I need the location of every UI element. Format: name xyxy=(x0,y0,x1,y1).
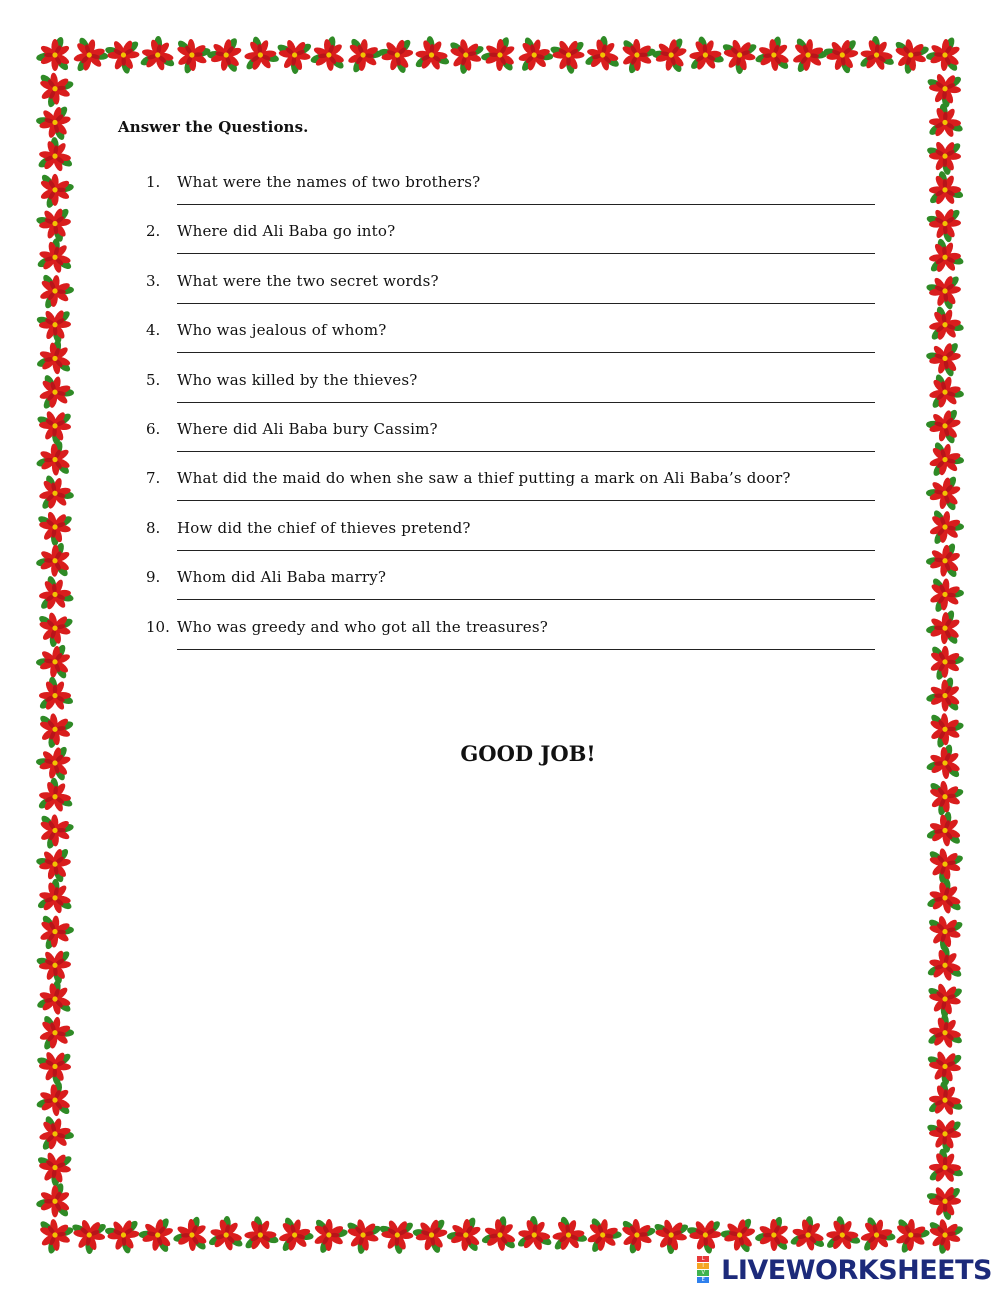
poinsettia-flower-icon xyxy=(373,30,418,76)
poinsettia-flower-icon xyxy=(922,467,972,517)
poinsettia-flower-icon xyxy=(714,28,764,78)
poinsettia-flower-icon xyxy=(790,36,830,77)
poinsettia-flower-icon xyxy=(28,469,78,519)
poinsettia-flower-icon xyxy=(478,1214,518,1255)
poinsettia-flower-icon xyxy=(28,908,78,957)
poinsettia-flower-icon xyxy=(35,1050,73,1086)
poinsettia-flower-icon xyxy=(752,30,799,77)
poinsettia-flower-icon xyxy=(582,32,626,75)
poinsettia-flower-icon xyxy=(922,402,965,446)
question-number: 9. xyxy=(146,568,161,587)
poinsettia-flower-icon xyxy=(442,1214,490,1261)
poinsettia-flower-icon xyxy=(36,36,71,72)
poinsettia-flower-icon xyxy=(685,1218,723,1255)
poinsettia-flower-icon xyxy=(621,37,657,75)
question-text: Where did Ali Baba go into? xyxy=(177,222,396,241)
question-text: Who was jealous of whom? xyxy=(177,321,387,340)
liveworksheets-blocks-icon: L I V E xyxy=(697,1256,719,1284)
question-number: 3. xyxy=(146,271,161,290)
poinsettia-flower-icon xyxy=(33,337,74,379)
poinsettia-flower-icon xyxy=(923,340,965,381)
poinsettia-flower-icon xyxy=(29,167,78,216)
poinsettia-flower-icon xyxy=(855,1212,898,1254)
poinsettia-flower-icon xyxy=(921,100,970,150)
poinsettia-flower-icon xyxy=(547,1213,593,1260)
question-item xyxy=(146,173,876,217)
poinsettia-flower-icon xyxy=(170,1210,218,1258)
question-item xyxy=(146,371,876,415)
question-item xyxy=(146,272,876,316)
poinsettia-flower-icon xyxy=(923,809,963,850)
question-number: 2. xyxy=(146,222,161,241)
poinsettia-flower-icon xyxy=(922,29,972,78)
poinsettia-flower-icon xyxy=(476,33,525,81)
poinsettia-flower-icon xyxy=(925,140,962,176)
question-item xyxy=(146,222,876,266)
poinsettia-flower-icon xyxy=(313,1218,349,1255)
poinsettia-flower-icon xyxy=(35,308,73,344)
poinsettia-flower-icon xyxy=(204,33,245,75)
question-number: 6. xyxy=(146,420,161,438)
poinsettia-flower-icon xyxy=(339,1214,384,1258)
poinsettia-flower-icon xyxy=(30,804,79,853)
question-text: What were the two secret words? xyxy=(177,271,439,290)
instructions-heading: Answer the Questions. xyxy=(118,118,309,136)
poinsettia-flower-icon xyxy=(920,198,968,246)
poinsettia-flower-icon xyxy=(751,1210,800,1258)
liveworksheets-wordmark: LIVEWORKSHEETS xyxy=(721,1254,992,1286)
question-item xyxy=(146,420,876,464)
poinsettia-flower-icon xyxy=(894,1217,931,1255)
question-text: What were the names of two brothers? xyxy=(177,173,481,191)
question-number: 5. xyxy=(146,370,161,389)
poinsettia-flower-icon xyxy=(921,540,968,586)
poinsettia-flower-icon xyxy=(34,1110,78,1153)
poinsettia-flower-icon xyxy=(919,837,969,887)
question-item xyxy=(146,469,876,513)
answer-line[interactable] xyxy=(177,499,875,501)
poinsettia-flower-icon xyxy=(918,571,968,621)
poinsettia-flower-icon xyxy=(507,30,557,81)
good-job-message: GOOD JOB! xyxy=(460,741,596,766)
poinsettia-flower-icon xyxy=(38,676,74,711)
poinsettia-flower-icon xyxy=(923,435,968,479)
poinsettia-flower-icon xyxy=(543,29,592,78)
poinsettia-flower-icon xyxy=(202,1212,252,1262)
poinsettia-flower-icon xyxy=(135,1212,176,1254)
poinsettia-flower-icon xyxy=(920,942,970,992)
question-text: How did the chief of thieves pretend? xyxy=(177,518,471,537)
poinsettia-flower-icon xyxy=(67,31,112,75)
answer-line[interactable] xyxy=(177,598,875,600)
poinsettia-flower-icon xyxy=(717,1212,759,1255)
poinsettia-flower-icon xyxy=(31,608,76,652)
poinsettia-flower-icon xyxy=(927,1079,966,1117)
question-text: Who was greedy and who got all the treasures? xyxy=(177,617,548,636)
poinsettia-flower-icon xyxy=(274,32,320,79)
poinsettia-flower-icon xyxy=(515,1214,555,1253)
poinsettia-flower-icon xyxy=(304,32,354,82)
poinsettia-flower-icon xyxy=(821,37,862,77)
poinsettia-flower-icon xyxy=(68,1212,114,1258)
question-text: Who was killed by the thieves? xyxy=(177,370,418,389)
answer-line[interactable] xyxy=(177,351,875,353)
poinsettia-flower-icon xyxy=(648,35,693,80)
question-item xyxy=(146,519,876,563)
poinsettia-flower-icon xyxy=(103,1218,142,1256)
question-number: 4. xyxy=(146,321,161,340)
poinsettia-flower-icon xyxy=(921,1214,967,1259)
poinsettia-flower-icon xyxy=(336,31,386,81)
answer-line[interactable] xyxy=(177,401,875,403)
poinsettia-flower-icon xyxy=(34,975,79,1020)
poinsettia-flower-icon xyxy=(920,1009,966,1055)
poinsettia-flower-icon xyxy=(413,34,452,72)
answer-line[interactable] xyxy=(177,302,875,304)
question-item xyxy=(146,568,876,612)
poinsettia-flower-icon xyxy=(34,1079,73,1119)
poinsettia-flower-icon xyxy=(679,30,728,80)
poinsettia-flower-icon xyxy=(926,1185,963,1221)
poinsettia-flower-icon xyxy=(918,367,968,417)
poinsettia-flower-icon xyxy=(36,1013,77,1055)
poinsettia-flower-icon xyxy=(166,33,214,80)
question-text: Whom did Ali Baba marry? xyxy=(177,568,387,587)
poinsettia-flower-icon xyxy=(926,236,965,274)
question-number: 8. xyxy=(146,518,161,537)
question-item xyxy=(146,321,876,365)
poinsettia-flower-icon xyxy=(923,1110,971,1158)
answer-line[interactable] xyxy=(177,648,875,650)
poinsettia-flower-icon xyxy=(33,572,80,619)
poinsettia-flower-icon xyxy=(234,1210,283,1259)
poinsettia-flower-icon xyxy=(885,28,935,78)
poinsettia-flower-icon xyxy=(927,508,967,549)
poinsettia-flower-icon xyxy=(924,65,971,113)
poinsettia-flower-icon xyxy=(918,165,967,214)
question-number: 1. xyxy=(146,173,161,191)
poinsettia-flower-icon xyxy=(925,608,962,646)
poinsettia-flower-icon xyxy=(133,32,183,82)
poinsettia-flower-icon xyxy=(29,500,79,550)
poinsettia-flower-icon xyxy=(33,368,78,413)
answer-line[interactable] xyxy=(177,252,875,254)
answer-line[interactable] xyxy=(177,549,875,551)
poinsettia-flower-icon xyxy=(29,773,76,820)
answer-line[interactable] xyxy=(177,203,875,205)
poinsettia-flower-icon xyxy=(651,1212,696,1258)
poinsettia-flower-icon xyxy=(31,198,77,245)
poinsettia-flower-icon xyxy=(924,874,969,918)
question-text: Where did Ali Baba bury Cassim? xyxy=(177,420,438,438)
question-text: What did the maid do when she saw a thief putting a mark on Ali Baba’s door? xyxy=(177,469,791,488)
poinsettia-flower-icon xyxy=(30,437,80,486)
poinsettia-flower-icon xyxy=(922,1145,971,1194)
poinsettia-flower-icon xyxy=(920,775,967,821)
answer-line[interactable] xyxy=(177,450,875,452)
liveworksheets-logo xyxy=(697,1255,992,1285)
poinsettia-flower-icon xyxy=(923,303,969,349)
poinsettia-flower-icon xyxy=(922,670,971,718)
question-item xyxy=(146,618,876,662)
poinsettia-flower-icon xyxy=(101,30,150,79)
poinsettia-flower-icon xyxy=(816,1211,864,1260)
poinsettia-flower-icon xyxy=(35,234,79,277)
poinsettia-flower-icon xyxy=(922,266,972,316)
question-number: 7. xyxy=(146,469,161,488)
poinsettia-flower-icon xyxy=(241,34,281,73)
poinsettia-flower-icon xyxy=(37,272,76,312)
poinsettia-flower-icon xyxy=(273,1211,317,1254)
poinsettia-flower-icon xyxy=(851,31,898,78)
question-number: 10. xyxy=(146,617,170,636)
poinsettia-flower-icon xyxy=(34,1144,80,1191)
